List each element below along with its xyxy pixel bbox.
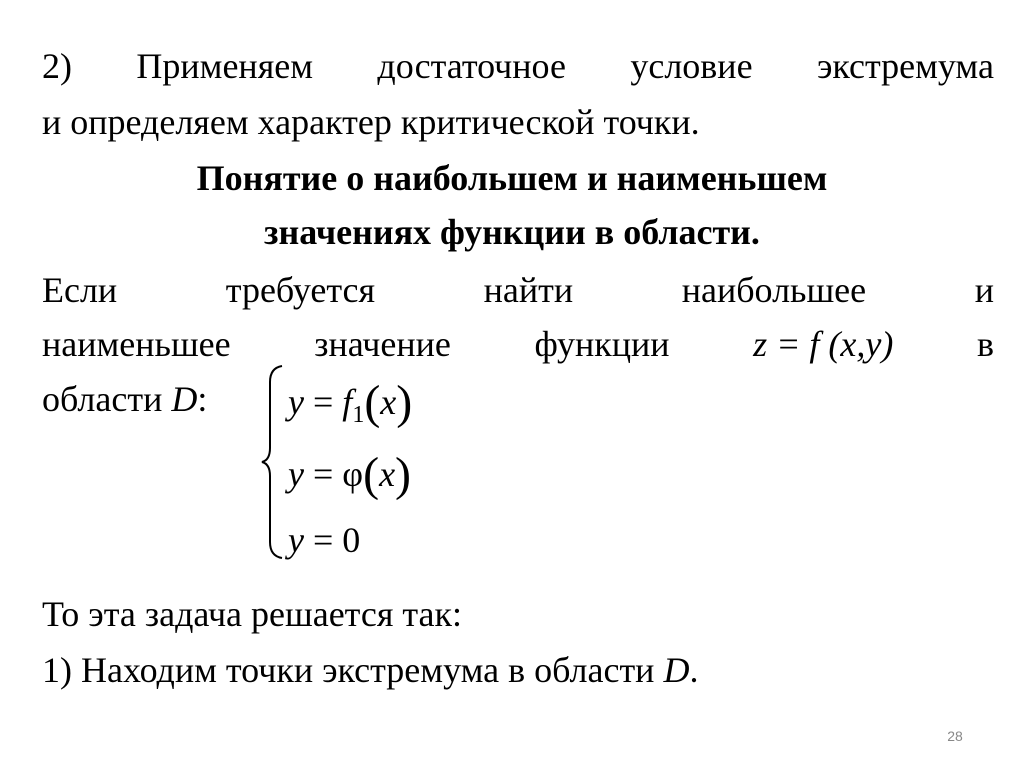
region-variable: D bbox=[663, 650, 690, 690]
left-brace-icon bbox=[258, 362, 288, 562]
equation-3: y = 0 bbox=[288, 520, 361, 560]
text-line-4 bbox=[42, 324, 994, 364]
text-line-1 bbox=[42, 46, 994, 86]
word: в bbox=[977, 324, 994, 364]
word: Применяем bbox=[136, 46, 314, 86]
text-line-2: и определяем характер критической точки. bbox=[42, 102, 700, 142]
text-line-7 bbox=[42, 650, 994, 690]
word: Если bbox=[42, 270, 118, 310]
section-heading-line-2: значениях функции в области. bbox=[264, 212, 760, 252]
colon: : bbox=[197, 379, 208, 419]
text-line-6: То эта задача решается так: bbox=[42, 594, 463, 634]
region-variable: D bbox=[171, 379, 198, 419]
word: значение bbox=[314, 324, 451, 364]
equation-system bbox=[258, 362, 488, 562]
word: найти bbox=[483, 270, 574, 310]
word: достаточное bbox=[377, 46, 566, 86]
equation-2: y = φ(x) bbox=[288, 448, 412, 501]
step-text: 1) Находим точки экстремума в области bbox=[42, 650, 664, 690]
word: экстремума bbox=[816, 46, 994, 86]
page-number: 28 bbox=[947, 728, 963, 744]
word: 2) bbox=[42, 46, 72, 86]
word: наименьшее bbox=[42, 324, 231, 364]
word: и bbox=[974, 270, 994, 310]
word: требуется bbox=[225, 270, 376, 310]
word: условие bbox=[630, 46, 753, 86]
period: . bbox=[689, 650, 699, 690]
word: наибольшее bbox=[681, 270, 867, 310]
word: функции bbox=[534, 324, 670, 364]
equation-1: $y = f_1(x)$ bbox=[288, 376, 413, 429]
region-label: области bbox=[42, 379, 172, 419]
function-formula: z = f (x,y) bbox=[753, 324, 894, 364]
section-heading-line-1: Понятие о наибольшем и наименьшем bbox=[196, 158, 828, 198]
text-line-3 bbox=[42, 270, 994, 310]
text-line-5 bbox=[42, 379, 207, 419]
